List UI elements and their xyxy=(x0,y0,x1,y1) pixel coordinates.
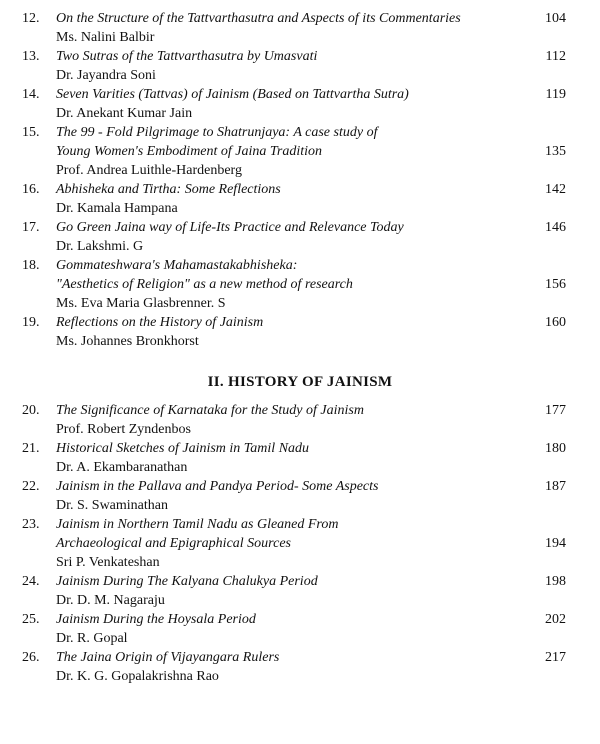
entry-title: Go Green Jaina way of Life-Its Practice and Relevance Today xyxy=(56,220,404,235)
entry-title: The 99 - Fold Pilgrimage to Shatrunjaya: A case study of xyxy=(56,125,378,140)
entry-number: 17. xyxy=(22,220,40,235)
entry-number: 21. xyxy=(22,441,40,456)
entry-page-number: 112 xyxy=(545,49,566,64)
entry-number: 26. xyxy=(22,650,40,665)
entry-author: Prof. Andrea Luithle-Hardenberg xyxy=(56,163,242,178)
entry-title: The Jaina Origin of Vijayangara Rulers xyxy=(56,650,280,665)
entry-page-number: 160 xyxy=(545,315,566,330)
entry-title: Historical Sketches of Jainism in Tamil Nadu xyxy=(56,441,310,456)
entry-number: 15. xyxy=(22,125,40,140)
entry-page-number: 146 xyxy=(545,220,566,235)
entry-number: 24. xyxy=(22,574,40,589)
entry-number: 16. xyxy=(22,182,40,197)
entry-title: On the Structure of the Tattvarthasutra and Aspects of its Commentaries xyxy=(56,11,461,26)
entry-author: Dr. Kamala Hampana xyxy=(56,201,178,216)
entry-page-number: 198 xyxy=(545,574,566,589)
entry-page-number: 202 xyxy=(545,612,566,627)
entry-author: Prof. Robert Zyndenbos xyxy=(56,422,191,437)
entry-author: Dr. K. G. Gopalakrishna Rao xyxy=(56,669,219,684)
entry-author: Sri P. Venkateshan xyxy=(56,555,160,570)
entry-title: Seven Varities (Tattvas) of Jainism (Based on Tattvartha Sutra) xyxy=(56,87,409,102)
entry-title: Young Women's Embodiment of Jaina Tradition xyxy=(56,144,323,159)
entry-author: Ms. Johannes Bronkhorst xyxy=(56,334,199,349)
entry-title: Two Sutras of the Tattvarthasutra by Umasvati xyxy=(56,49,318,64)
entry-title: Gommateshwara's Mahamastakabhisheka: xyxy=(56,258,298,273)
entry-author: Dr. Lakshmi. G xyxy=(56,239,144,254)
entry-page-number: 187 xyxy=(545,479,566,494)
entry-number: 12. xyxy=(22,11,40,26)
entry-number: 22. xyxy=(22,479,40,494)
entry-author: Ms. Nalini Balbir xyxy=(56,30,155,45)
entry-title: The Significance of Karnataka for the Study of Jainism xyxy=(56,403,364,418)
entry-title: Jainism During the Hoysala Period xyxy=(56,612,256,627)
entry-page-number: 104 xyxy=(545,11,566,26)
entry-page-number: 119 xyxy=(545,87,566,102)
entry-page-number: 135 xyxy=(545,144,566,159)
entry-number: 25. xyxy=(22,612,40,627)
entry-page-number: 217 xyxy=(545,650,566,665)
entry-author: Dr. D. M. Nagaraju xyxy=(56,593,165,608)
entry-author: Dr. A. Ekambaranathan xyxy=(56,460,188,475)
entry-page-number: 142 xyxy=(545,182,566,197)
entry-author: Dr. S. Swaminathan xyxy=(56,498,168,513)
entry-number: 14. xyxy=(22,87,40,102)
entry-title: Reflections on the History of Jainism xyxy=(56,315,264,330)
entry-number: 19. xyxy=(22,315,40,330)
entry-author: Dr. Anekant Kumar Jain xyxy=(56,106,193,121)
entry-author: Dr. R. Gopal xyxy=(56,631,128,646)
entry-number: 18. xyxy=(22,258,40,273)
entry-number: 20. xyxy=(22,403,40,418)
entry-author: Ms. Eva Maria Glasbrenner. S xyxy=(56,296,226,311)
entry-title: Jainism in the Pallava and Pandya Period- Some Aspects xyxy=(56,479,379,494)
entry-page-number: 156 xyxy=(545,277,566,292)
entry-title: Jainism in Northern Tamil Nadu as Gleaned From xyxy=(56,517,339,532)
section-heading: II. HISTORY OF JAINISM xyxy=(207,374,393,390)
entry-title: Jainism During The Kalyana Chalukya Period xyxy=(56,574,318,589)
entry-title: Archaeological and Epigraphical Sources xyxy=(56,536,291,551)
entry-number: 13. xyxy=(22,49,40,64)
entry-page-number: 180 xyxy=(545,441,566,456)
entry-page-number: 194 xyxy=(545,536,566,551)
entry-title: "Aesthetics of Religion" as a new method of research xyxy=(56,277,353,292)
entry-page-number: 177 xyxy=(545,403,566,418)
entry-author: Dr. Jayandra Soni xyxy=(56,68,156,83)
entry-title: Abhisheka and Tirtha: Some Reflections xyxy=(56,182,281,197)
entry-number: 23. xyxy=(22,517,40,532)
